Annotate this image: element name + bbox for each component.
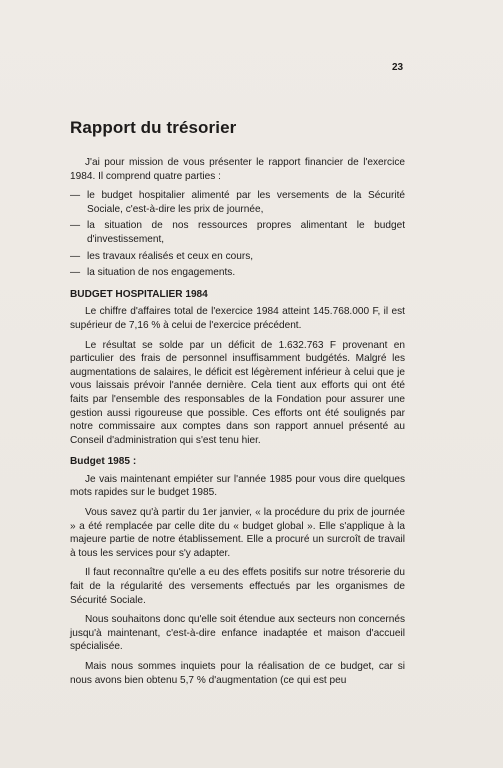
list-item-text: la situation de nos ressources propres alimentant le budget d'investissement, <box>87 220 405 245</box>
page-number: 23 <box>392 62 404 73</box>
paragraph: Je vais maintenant empiéter sur l'année 1985 pour vous dire quelques mots rapides sur le budget 1985. <box>70 473 405 499</box>
section-heading-budget-hospitalier: BUDGET HOSPITALIER 1984 <box>70 288 208 300</box>
intro-paragraph: J'ai pour mission de vous présenter le rapport financier de l'exercice 1984. Il comprend quatre parties : <box>70 157 405 182</box>
list-item-text: les travaux réalisés et ceux en cours, <box>87 250 254 262</box>
list-item <box>70 219 405 246</box>
page-content <box>70 118 405 693</box>
page-title: Rapport du trésorier <box>70 118 237 137</box>
paragraph: Mais nous sommes inquiets pour la réalisation de ce budget, car si nous avons bien obtenu 5,7 % d'augmentation (ce qui est peu <box>70 661 405 686</box>
list-item <box>70 250 405 264</box>
intro-list <box>70 189 405 280</box>
dash-marker: — <box>70 190 81 202</box>
paragraph: Nous souhaitons donc qu'elle soit étendue aux secteurs non concernés jusqu'à maintenant, c'est-à-dire enfance inadaptée et maison d'accueil spécialisée. <box>70 614 405 653</box>
dash-marker: — <box>70 220 81 232</box>
dash-marker: — <box>70 250 81 262</box>
paragraph: Vous savez qu'à partir du 1er janvier, « la procédure du prix de journée » a été remplacée par celle dite du « budget global ». Elle s'applique à la majeure partie de notre établissement. Elle a procuré un surcroît de travail à tous les services pour s'y adapter. <box>70 507 405 559</box>
list-item <box>70 189 405 216</box>
paragraph: Le résultat se solde par un déficit de 1.632.763 F provenant en particulier des frais de personnel insuffisamment budgétés. Malgré les augmentations de salaires, le déficit est légèrement inférieur à celui que je vous laissais prévoir l'année dernière. Cela tient aux efforts qui ont été faits par l'ensemble des responsables de la Fondation pour assurer une gestion aussi rigoureuse que possible. Ces efforts ont été soulignés par notre commissaire aux comptes dans son rapport annuel présenté au Conseil d'administration qui s'est tenu hier. <box>70 339 405 446</box>
list-item-text: la situation de nos engagements. <box>87 267 236 279</box>
dash-marker: — <box>70 267 81 279</box>
list-item-text: le budget hospitalier alimenté par les versements de la Sécurité Sociale, c'est-à-dire les prix de journée, <box>87 190 405 215</box>
section-heading-budget-1985: Budget 1985 : <box>70 456 137 468</box>
paragraph: Le chiffre d'affaires total de l'exercice 1984 atteint 145.768.000 F, il est supérieur de 7,16 % à celui de l'exercice précédent. <box>70 306 405 331</box>
paragraph: Il faut reconnaître qu'elle a eu des effets positifs sur notre trésorerie du fait de la régularité des versements effectués par les organismes de Sécurité Sociale. <box>70 567 405 606</box>
list-item <box>70 266 405 280</box>
